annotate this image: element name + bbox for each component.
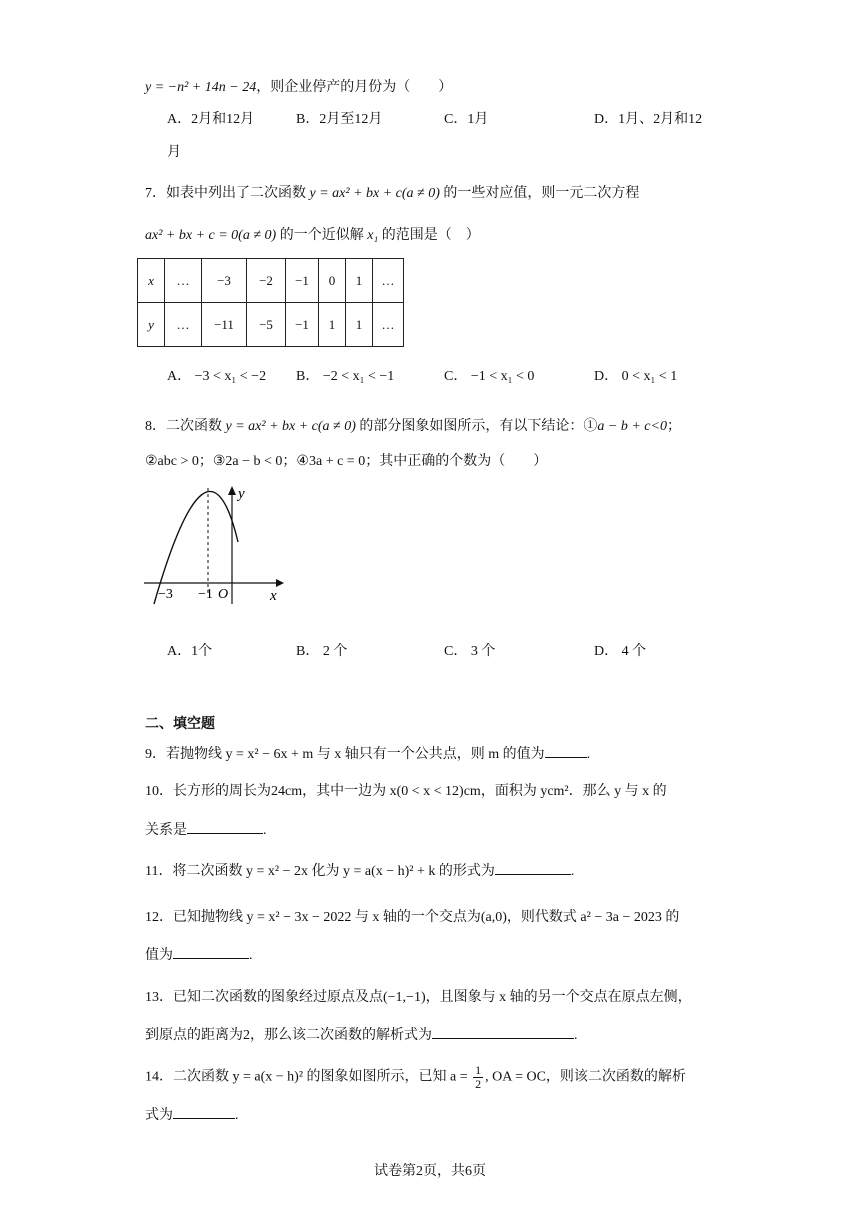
- q7-var: x₁: [367, 228, 379, 243]
- table-cell: −1: [286, 303, 319, 347]
- q6-option-c: C．1月: [444, 112, 489, 127]
- q8-end: ；: [666, 419, 681, 434]
- q10-answer-blank[interactable]: [187, 819, 263, 834]
- page-footer: 试卷第2页，共6页: [374, 1164, 486, 1179]
- q12-text: 值为: [145, 948, 173, 963]
- q11-line: [145, 860, 574, 880]
- q11-text: 11．将二次函数 y = x² − 2x 化为 y = a(x − h)² + k 的形式为: [145, 864, 495, 879]
- q9-end: .: [586, 747, 591, 762]
- section-title: 二、填空题: [145, 716, 215, 732]
- table-cell: …: [373, 303, 404, 347]
- table-cell: 1: [319, 303, 346, 347]
- table-cell: −1: [286, 259, 319, 303]
- table-cell: −3: [202, 259, 247, 303]
- table-cell: 1: [346, 259, 373, 303]
- table-cell: x: [138, 259, 165, 303]
- q7-option-d: D． 0 < x₁ < 1: [594, 369, 678, 384]
- q9-line: [145, 743, 590, 763]
- q7-prefix: 7．如表中列出了二次函数: [145, 186, 306, 201]
- q8-option-b: B． 2 个: [296, 644, 348, 659]
- q14-text-a: 14．二次函数 y = a(x − h)² 的图象如图所示，已知 a =: [145, 1069, 468, 1085]
- q7-line1: [145, 182, 639, 202]
- origin-label: O: [218, 587, 229, 602]
- q10-text: 关系是: [145, 823, 187, 838]
- q12-end: .: [249, 948, 253, 963]
- q9-answer-blank[interactable]: [545, 743, 587, 758]
- y-axis-label: y: [238, 486, 245, 502]
- x-axis-label: x: [270, 588, 277, 604]
- q7-option-c: C． −1 < x₁ < 0: [444, 369, 535, 384]
- table-row: [138, 303, 404, 347]
- q7-value-table: [137, 258, 404, 347]
- q7-line2: [145, 224, 480, 244]
- q6-option-d: D．1月、2月和12: [594, 112, 703, 127]
- q7-formula: y = ax² + bx + c(a ≠ 0): [309, 186, 440, 201]
- q8-option-c: C． 3 个: [444, 644, 496, 659]
- q12-line2: [145, 944, 253, 964]
- q6-formula: y = −n² + 14n − 24: [145, 80, 257, 95]
- table-cell: …: [373, 259, 404, 303]
- q8-line1: [145, 415, 681, 435]
- q12-line1: 12．已知抛物线 y = x² − 3x − 2022 与 x 轴的一个交点为(a,0)，则代数式 a² − 3a − 2023 的: [145, 910, 680, 925]
- q7-mid: 的一个近似解: [279, 228, 364, 243]
- q12-answer-blank[interactable]: [173, 944, 249, 959]
- x-axis-arrow: [276, 579, 284, 587]
- table-cell: −11: [202, 303, 247, 347]
- table-cell: −2: [247, 259, 286, 303]
- table-row: [138, 259, 404, 303]
- q13-text: 到原点的距离为2，那么该二次函数的解析式为: [145, 1028, 432, 1043]
- q8-suffix: 的部分图象如图所示，有以下结论：①: [359, 419, 598, 434]
- q11-end: .: [570, 864, 575, 879]
- q13-end: .: [574, 1028, 578, 1043]
- tick-label-minus-3: −3: [158, 587, 173, 602]
- q8-option-a: A．1个: [167, 644, 213, 659]
- fraction-numerator: 1: [475, 1063, 482, 1077]
- q6-option-b: B．2月至12月: [296, 112, 383, 127]
- q6-option-a: A．2月和12月: [167, 112, 255, 127]
- table-cell: y: [138, 303, 165, 347]
- q8-conclusion-1: a − b + c<0: [597, 419, 667, 434]
- table-cell: 0: [319, 259, 346, 303]
- q11-answer-blank[interactable]: [495, 860, 571, 875]
- q6-text: ，则企业停产的月份为（ ）: [256, 80, 453, 95]
- y-axis-arrow: [228, 486, 236, 495]
- q8-prefix: 8．二次函数: [145, 419, 222, 434]
- table-cell: …: [165, 303, 202, 347]
- q13-line2: [145, 1024, 578, 1044]
- q10-end: .: [263, 823, 267, 838]
- tick-label-minus-1: −1: [198, 587, 213, 602]
- q13-answer-blank[interactable]: [432, 1024, 574, 1039]
- q14-answer-blank[interactable]: [173, 1104, 235, 1119]
- q8-line2: ②abc > 0；③2a − b < 0；④3a + c = 0；其中正确的个数为（ ）: [145, 454, 548, 469]
- q9-text: 9．若抛物线 y = x² − 6x + m 与 x 轴只有一个公共点，则 m 的值为: [145, 747, 545, 762]
- q14-line2: [145, 1104, 239, 1124]
- q7-option-b: B． −2 < x₁ < −1: [296, 369, 395, 384]
- q7-option-a: A． −3 < x₁ < −2: [167, 369, 267, 384]
- q8-formula: y = ax² + bx + c(a ≠ 0): [225, 419, 356, 434]
- q6-option-d-wrap: 月: [167, 145, 181, 160]
- q7-suffix2: 的范围是（ ）: [381, 228, 480, 243]
- fraction-denominator: 2: [475, 1077, 482, 1091]
- q10-line2: [145, 819, 267, 839]
- q14-fraction: [473, 1064, 483, 1091]
- q7-equation: ax² + bx + c = 0(a ≠ 0): [145, 228, 277, 243]
- table-cell: 1: [346, 303, 373, 347]
- q13-line1: 13．已知二次函数的图象经过原点及点(−1,−1)，且图象与 x 轴的另一个交点在原点左侧，: [145, 990, 692, 1005]
- q8-option-d: D． 4 个: [594, 644, 647, 659]
- table-cell: …: [165, 259, 202, 303]
- q8-parabola-graph: [140, 478, 290, 608]
- q14-text: 式为: [145, 1108, 173, 1123]
- q14-line1: [145, 1064, 686, 1091]
- q14-end: .: [235, 1108, 239, 1123]
- q10-line1: 10．长方形的周长为24cm，其中一边为 x(0 < x < 12)cm，面积为 ycm²．那么 y 与 x 的: [145, 784, 667, 799]
- q7-suffix: 的一些对应值，则一元二次方程: [443, 186, 640, 201]
- table-cell: −5: [247, 303, 286, 347]
- q14-text-b: , OA = OC，则该二次函数的解析: [485, 1069, 686, 1085]
- q6-line: [145, 76, 452, 96]
